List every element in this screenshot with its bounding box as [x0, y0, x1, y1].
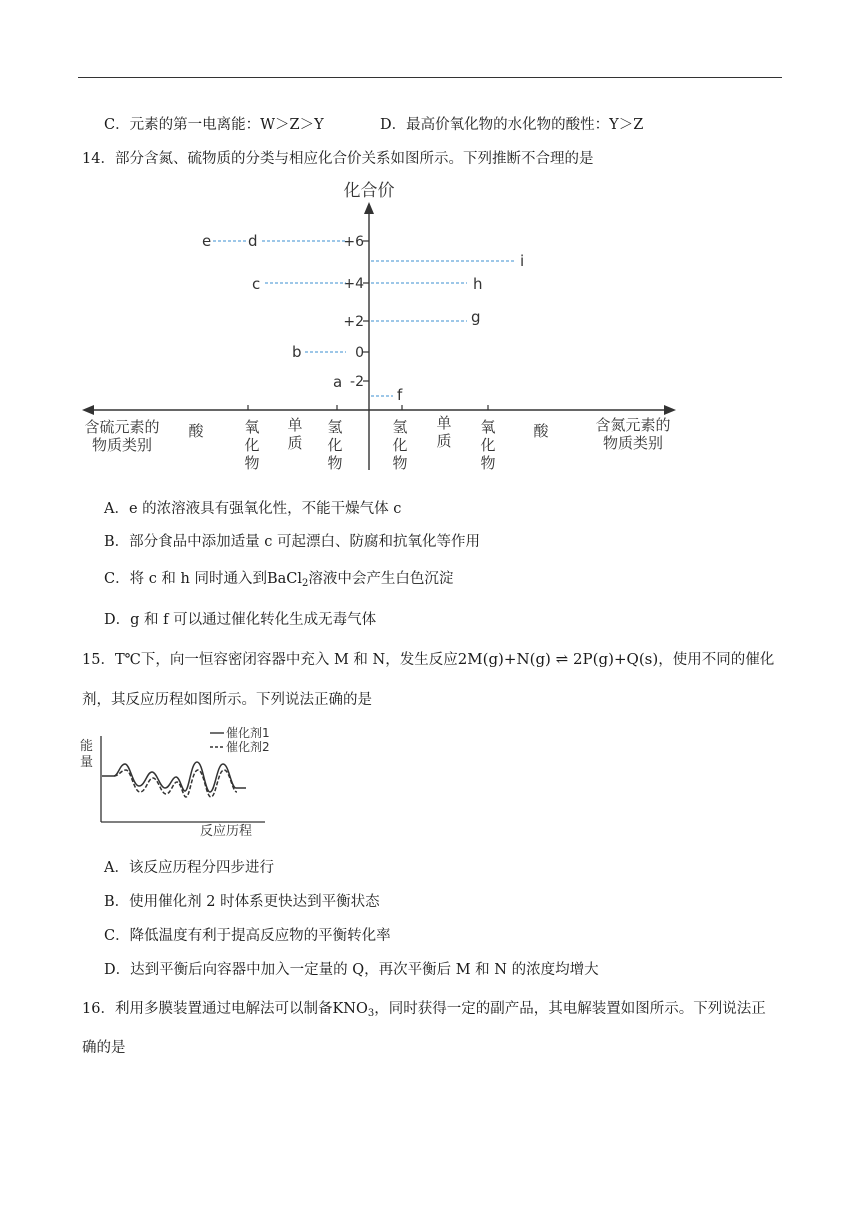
legend-catalyst-1: 催化剂1 — [226, 726, 270, 740]
q14-option-c-post: 溶液中会产生白色沉淀 — [308, 571, 454, 587]
point-e: e — [202, 232, 212, 250]
q15-stem-line2: 剂，其反应历程如图所示。下列说法正确的是 — [82, 692, 372, 708]
left-axis-title-1: 含硫元素的 — [84, 418, 160, 436]
tick-minus2: -2 — [350, 374, 364, 390]
energy-profile-diagram — [0, 718, 860, 842]
q14-option-c-pre: C．将 c 和 h 同时通入到 — [104, 571, 267, 587]
q15-stem-line1: 15．T℃下，向一恒容密闭容器中充入 M 和 N，发生反应2M(g)+N(g) ⇌ 2P(g)+Q(s)，使用不同的催化 — [82, 650, 775, 668]
reaction-equation: 2M(g)+N(g) ⇌ 2P(g)+Q(s) — [457, 650, 659, 668]
left-cat-acid: 酸 — [188, 422, 204, 440]
x-axis-left-arrow — [82, 405, 94, 415]
tick-plus6: +6 — [343, 234, 364, 250]
left-cat-hydride-3: 物 — [327, 454, 343, 472]
header-rule — [78, 77, 782, 78]
legend-catalyst-2: 催化剂2 — [226, 740, 270, 754]
q14-option-b[interactable]: B．部分食品中添加适量 c 可起漂白、防腐和抗氧化等作用 — [104, 534, 480, 550]
kno3-formula: $KNO_3$ — [332, 1001, 375, 1019]
right-cat-acid: 酸 — [533, 422, 549, 440]
q14-stem: 14．部分含氮、硫物质的分类与相应化合价关系如图所示。下列推断不合理的是 — [82, 151, 594, 167]
q14-option-d[interactable]: D．g 和 f 可以通过催化转化生成无毒气体 — [104, 612, 377, 628]
left-cat-hydride-2: 化 — [327, 436, 343, 454]
y-axis-arrow — [364, 202, 374, 214]
q14-option-a[interactable]: A．e 的浓溶液具有强氧化性，不能干燥气体 c — [104, 501, 402, 517]
right-cat-oxide-1: 氧 — [480, 418, 496, 436]
energy-y-label-2: 量 — [80, 755, 94, 770]
q15-option-d[interactable]: D．达到平衡后向容器中加入一定量的 Q，再次平衡后 M 和 N 的浓度均增大 — [104, 962, 599, 978]
q16-stem-line1: 16．利用多膜装置通过电解法可以制备$KNO_3$，同时获得一定的副产品，其电解装置如图所示。下列说法正 — [82, 1001, 766, 1019]
right-cat-hydride-2: 化 — [392, 436, 408, 454]
x-axis-right-arrow — [664, 405, 676, 415]
y-axis-title: 化合价 — [343, 181, 395, 201]
right-cat-element-1: 单 — [436, 414, 452, 432]
left-cat-element-1: 单 — [287, 416, 303, 434]
right-cat-oxide-2: 化 — [480, 436, 496, 454]
left-cat-oxide-2: 化 — [244, 436, 260, 454]
q14-option-c[interactable] — [104, 567, 453, 589]
right-axis-title-1: 含氮元素的 — [595, 416, 671, 434]
point-i: i — [520, 252, 525, 270]
point-g: g — [471, 308, 481, 326]
point-d: d — [248, 232, 258, 250]
left-cat-oxide-3: 物 — [244, 454, 260, 472]
q15-option-b[interactable]: B．使用催化剂 2 时体系更快达到平衡状态 — [104, 894, 380, 910]
energy-y-label-1: 能 — [80, 739, 94, 754]
right-axis-title-2: 物质类别 — [602, 434, 664, 452]
point-b: b — [292, 343, 302, 361]
q13-option-c[interactable]: C．元素的第一电离能：W＞Z＞Y — [104, 117, 324, 133]
bacl2-formula: BaCl$_2$ — [267, 571, 309, 589]
right-cat-hydride-1: 氢 — [392, 418, 408, 436]
q16-stem-line2: 确的是 — [82, 1040, 126, 1056]
right-cat-oxide-3: 物 — [480, 454, 496, 472]
tick-plus2: +2 — [343, 314, 364, 330]
catalyst-1-curve — [102, 762, 246, 792]
catalyst-2-curve — [114, 770, 237, 797]
left-axis-title-2: 物质类别 — [91, 436, 153, 454]
right-cat-hydride-3: 物 — [392, 454, 408, 472]
point-a: a — [333, 373, 343, 391]
tick-plus4: +4 — [343, 276, 364, 292]
point-f: f — [397, 386, 403, 404]
q15-option-a[interactable]: A．该反应历程分四步进行 — [104, 860, 274, 876]
left-cat-oxide-1: 氧 — [244, 418, 260, 436]
left-cat-element-2: 质 — [287, 434, 303, 452]
energy-x-label: 反应历程 — [200, 824, 253, 839]
point-c: c — [252, 275, 261, 293]
q13-option-d[interactable]: D．最高价氧化物的水化物的酸性：Y＞Z — [380, 117, 644, 133]
left-cat-hydride-1: 氢 — [327, 418, 343, 436]
q15-option-c[interactable]: C．降低温度有利于提高反应物的平衡转化率 — [104, 928, 391, 944]
valence-category-diagram — [0, 170, 860, 480]
point-h: h — [473, 275, 483, 293]
tick-zero: 0 — [355, 345, 364, 361]
right-cat-element-2: 质 — [436, 432, 452, 450]
